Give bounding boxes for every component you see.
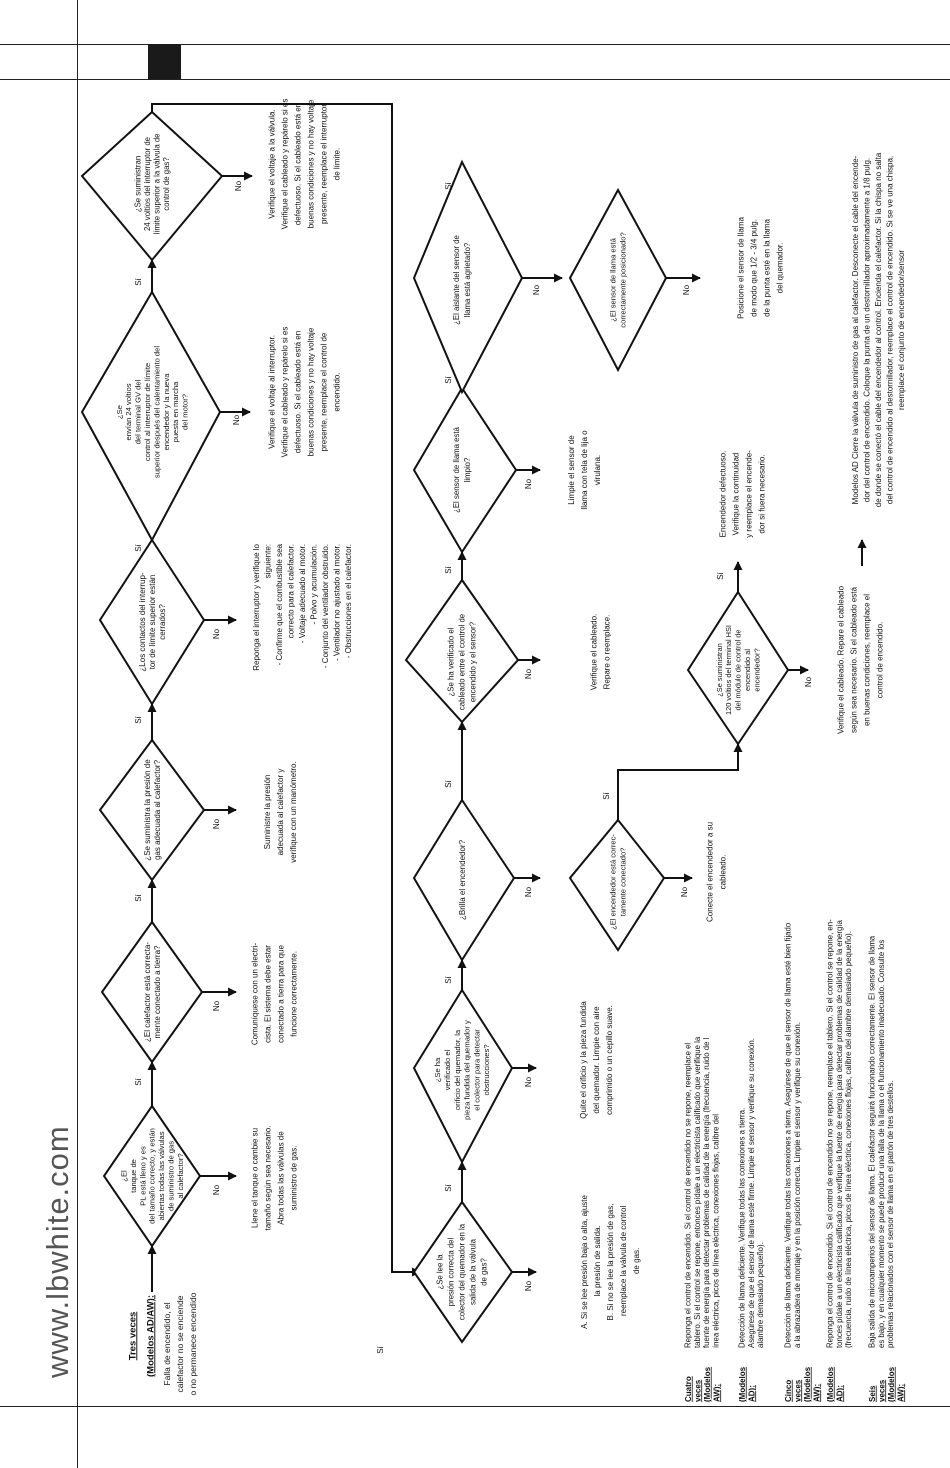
- no-label: No: [231, 414, 241, 426]
- yes-label: Sí: [601, 792, 611, 800]
- decision-insulator: ¿El aislante del sensor de llama está agrietado?: [452, 235, 473, 325]
- yes-label: Sí: [133, 1078, 143, 1086]
- no-label: No: [523, 668, 533, 680]
- decision-sensor-position: ¿El sensor de llama estácorrectamente posicionado?: [608, 232, 628, 328]
- decision-igniter-glow: ¿Brilla el encendedor?: [457, 839, 467, 921]
- no-label: No: [211, 818, 221, 830]
- yes-label: Sí: [443, 976, 453, 984]
- decision-120v-hsi: ¿Se suministran120 voltios del terminal HSIdel módulo de control deencendido alencendedor?: [714, 625, 762, 715]
- note-models-ad: Modelos AD Cierre la válvula de suministro de gas al calefactor. Desconecte el cable del encende- dor del control de encendido. Coloque la punta de un destornillador aproximadamente a 1/8 pulg. de donde se conectó el cable del encendedor al control. Encienda el calefactor. Si la chispa no salta del control de encendido al destornillador, reemplace el control de encendido. Si se ve una chispa, reemplace el conjunto de encendedor/sensor: [850, 152, 906, 508]
- action-gas-pressure: Suministre la presión adecuada al calefactor y verifique con un manómetro.: [262, 761, 298, 863]
- note-text: Detección de llama deficiente. Verifique todas las conexiones a tierra.Asegúrese de que el sensor de llama esté firme. Limpie el sensor y verifique su conexión.alambre demasiado pequeño).: [737, 1038, 766, 1348]
- note-heading: Cuatroveces(ModelosAW):: [683, 1366, 722, 1402]
- yes-label: Sí: [443, 566, 453, 574]
- yes-label: Sí: [443, 780, 453, 788]
- note-heading: Seisveces(ModelosAW):: [867, 1366, 906, 1402]
- no-label: No: [803, 676, 813, 688]
- yes-label: Sí: [443, 1184, 453, 1192]
- decision-tank: ¿Eltanque dePL está lleno y esdel tamaño correcto, y estánabiertas todas las válvulasde suministro de gasal calefactor?: [119, 1128, 185, 1224]
- action-sensor-wiring: Verifique el cableado. Repare o reemplace.: [589, 613, 612, 691]
- no-label: No: [211, 628, 221, 640]
- action-igniter-connected: Conecte el encendedor a su cableado.: [705, 821, 728, 923]
- note-text: Baja salida de microamperios del sensor de llama. El calefactor seguirá funcionando correctamente. El sensor de llamaes bajo, y en cualquier momento se puede producir una falla de la llama o el funcionamiento inadecuado. Consulte losproblemas relacionados con el sensor de llama en el patrón de tres destellos.: [867, 935, 896, 1348]
- note-text: Reponga el control de encendido. Si el control de encendido no se repone, reemplace el tablero. Si el control se repone, en-tonces pídale a un electricista calificado que verifique la fuente de energía para detectar problemas de calidad de la energía(frecuencia, ruido de línea eléctrica, picos de línea eléctrica, conexiones flojas, calibre del alambre demasiado pequeño).: [825, 919, 854, 1348]
- note-text: Reponga el control de encendido. Si el control de encendido no se repone, reemplace eltablero. Si el control se repone, entonces pídale a un electricista calificado que verifique lafuente de energía para detectar problemas de calidad de la energía (frecuencia, ruido de línea eléctrica, picos de línea eléctrica, conexiones flojas, calibre del: [683, 1036, 721, 1348]
- site-url[interactable]: www.lbwhite.com: [40, 1125, 75, 1378]
- action-120v-no: Verifique el cableado. Repare el cableado según sea necesario. Si el cableado está en buenas condiciones, reemplace el control de encendido.: [836, 585, 885, 735]
- decision-orifice: ¿Se haverificado elorificio del quemador, lapieza fundida del quemador yel colector para detectarobstrucciones?: [433, 1020, 492, 1120]
- action-manifold-pressure: A. Si se lee presión baja o alta, ajuste la presión de salida. B. Si no se lee la presión de gas, reemplace la válvula de control de gas.: [579, 1195, 641, 1329]
- no-label: No: [679, 886, 689, 898]
- yes-label: Sí: [443, 376, 453, 384]
- action-24v-valve: Verifique el voltaje a la válvula. Verifique el cableado y repárelo si es defectuoso. Si el cableado está en buenas condiciones y no hay voltaje presente, reemplace el interruptor de límite.: [267, 98, 342, 230]
- action-orifice: Quite el orificio y la pieza fundida del quemador. Limpie con aire comprimido o un cepillo suave.: [578, 1001, 614, 1119]
- action-24v-gv: Verifique el voltaje al interruptor. Verifique el cableado y repárelo si es defectuoso. Si el cableado está en buenas condiciones y no hay voltaje presente, reemplace el control de encendido.: [267, 326, 342, 458]
- yes-label: Sí: [375, 1346, 385, 1354]
- intro-title: Tres veces: [127, 1311, 139, 1361]
- no-label: No: [233, 180, 243, 192]
- action-tank: Llene el tanque o cambie su tamaño según sea necesario. Abra todas las válvulas de suministro de gas.: [250, 1125, 299, 1231]
- no-label: No: [531, 284, 541, 296]
- no-label: No: [681, 284, 691, 296]
- action-ground: Comuníquese con un electri- cista. El sistema debe estar conectado a tierra para que funcione correctamente.: [250, 942, 299, 1046]
- no-label: No: [523, 1280, 533, 1292]
- decision-24v-valve: ¿Se suministran24 voltios del interruptor delímite superior a la válvula decontrol de gas?: [133, 133, 172, 235]
- action-limit-contacts: Reponga el interruptor y verifique lo siguiente: - Confirme que el combustible sea correcto para el calefactor. - Voltaje adecuado al motor. - Polvo y acumulación. - Conjunto del ventilador obstruido. - Ventilador no ajustado al motor. - Obstrucciones en el calefactor.: [251, 544, 353, 671]
- decision-limit-contacts: ¿Los contactos del interrup-tor de límite superior estáncerrados?: [137, 572, 167, 672]
- no-label: No: [523, 1076, 533, 1088]
- yes-label: Sí: [133, 894, 143, 902]
- intro-models: (Modelos AD/AW):: [145, 1295, 157, 1377]
- no-label: No: [211, 1184, 221, 1196]
- decision-igniter-connected: ¿El encendedor está correc-tamente conectado?: [608, 834, 628, 930]
- no-label: No: [211, 1000, 221, 1012]
- note-text: Detección de llama deficiente. Verifique todas las conexiones a tierra. Asegúrese de que el sensor de llama esté bien fijadoa la abrazadera de montaje y en la posición correcta. Limpie el sensor y verifique su conexión.: [783, 922, 802, 1348]
- note-heading: (ModelosAD):: [737, 1366, 757, 1402]
- decision-manifold-pressure: ¿Se lee la presión correcta del colector del quemador en la salida de la válvula de gas?: [435, 1223, 489, 1321]
- decision-gas-pressure: ¿Se suministra la presión degas adecuada al calefactor?: [142, 759, 162, 861]
- decision-ground: ¿El calefactor está correcta-mente conectado a tierra?: [142, 941, 162, 1043]
- yes-label: Sí: [133, 716, 143, 724]
- yes-label: Sí: [715, 572, 725, 580]
- action-sensor-clean: Limpie el sensor de llama con tela de lija o virulana.: [566, 430, 602, 510]
- action-sensor-position: Posicione el sensor de llama de modo que 1/2 - 3/4 pulg. de la punta esté en la llama del quemador.: [736, 217, 785, 319]
- action-120v-yes: Encendedor defectuoso. Verifique la continuidad y reemplace el encende- dor si fuera necesario.: [718, 450, 767, 538]
- decision-sensor-wiring: ¿Se ha verificado el cableado entre el control de encendido y el sensor?: [446, 613, 478, 711]
- decision-sensor-clean: ¿El sensor de llama está limpio?: [452, 427, 473, 513]
- yes-label: Sí: [443, 182, 453, 190]
- decision-diamonds: [82, 112, 788, 1342]
- decision-24v-gv: ¿Seenvían 24 voltiosdel terminal GV delcontrol al interruptor de límitesuperior después del calentamiento delencendedor y la nuevapuesta en marchadel motor?: [114, 345, 190, 479]
- no-label: No: [523, 886, 533, 898]
- yes-label: Sí: [133, 544, 143, 552]
- no-label: No: [523, 478, 533, 490]
- yes-label: Sí: [133, 278, 143, 286]
- intro-desc: Falla de encendido, el calefactor no se enciende o no permanece encendido: [161, 1292, 198, 1396]
- note-heading: Cincoveces(ModelosAW):: [783, 1366, 822, 1402]
- note-heading: (ModelosAD):: [825, 1366, 845, 1402]
